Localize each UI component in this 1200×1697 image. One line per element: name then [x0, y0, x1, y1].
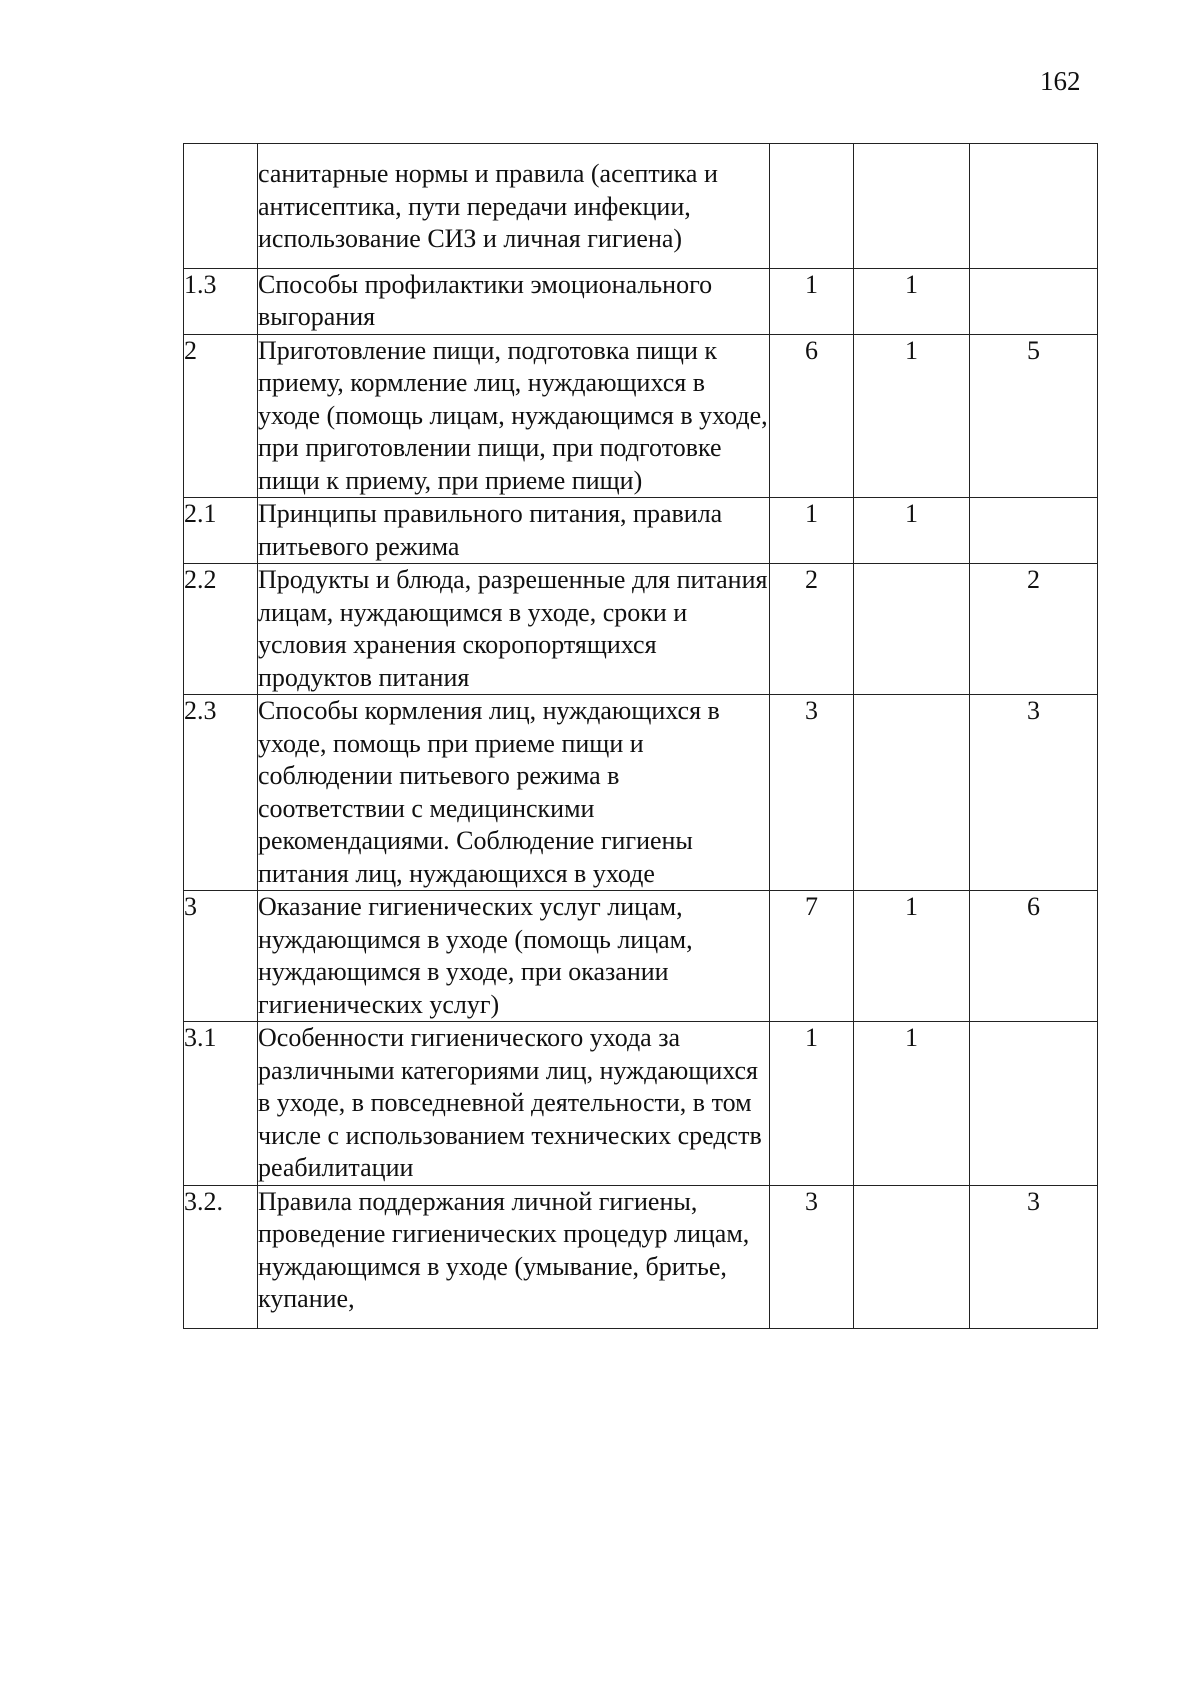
- page-number: 162: [1040, 66, 1081, 96]
- row-number: [184, 144, 258, 269]
- row-practice-hours: 3: [970, 1185, 1098, 1328]
- row-topic: Способы профилактики эмоционального выгорания: [258, 268, 770, 334]
- row-total-hours: 7: [770, 891, 854, 1022]
- row-topic: Оказание гигиенических услуг лицам, нуждающимся в уходе (помощь лицам, нуждающимся в уходе, при оказании гигиенических услуг): [258, 891, 770, 1022]
- row-number: 3.2.: [184, 1185, 258, 1328]
- row-practice-hours: [970, 144, 1098, 269]
- row-number: 2.1: [184, 498, 258, 564]
- row-topic: Способы кормления лиц, нуждающихся в уходе, помощь при приеме пищи и соблюдении питьевого режима в соответствии с медицинскими рекомендациями. Соблюдение гигиены питания лиц, нуждающихся в уходе: [258, 695, 770, 891]
- row-practice-hours: [970, 498, 1098, 564]
- row-topic: Приготовление пищи, подготовка пищи к приему, кормление лиц, нуждающихся в уходе (помощь лицам, нуждающимся в уходе, при приготовлении пищи, при подготовке пищи к приему, при приеме пищи): [258, 334, 770, 498]
- row-theory-hours: [854, 695, 970, 891]
- row-practice-hours: 3: [970, 695, 1098, 891]
- row-total-hours: 6: [770, 334, 854, 498]
- row-theory-hours: 1: [854, 891, 970, 1022]
- row-practice-hours: [970, 268, 1098, 334]
- row-topic: Правила поддержания личной гигиены, проведение гигиенических процедур лицам, нуждающимся в уходе (умывание, бритье, купание,: [258, 1185, 770, 1328]
- row-theory-hours: 1: [854, 1022, 970, 1186]
- row-practice-hours: 2: [970, 564, 1098, 695]
- curriculum-table: [183, 143, 1098, 1329]
- row-practice-hours: 6: [970, 891, 1098, 1022]
- table-row: [184, 695, 1098, 891]
- row-theory-hours: [854, 564, 970, 695]
- table-row: [184, 268, 1098, 334]
- row-practice-hours: [970, 1022, 1098, 1186]
- row-topic: Продукты и блюда, разрешенные для питания лицам, нуждающимся в уходе, сроки и условия хранения скоропортящихся продуктов питания: [258, 564, 770, 695]
- row-number: 2: [184, 334, 258, 498]
- row-number: 2.3: [184, 695, 258, 891]
- table-row: [184, 498, 1098, 564]
- row-theory-hours: 1: [854, 334, 970, 498]
- row-total-hours: 2: [770, 564, 854, 695]
- row-total-hours: 1: [770, 1022, 854, 1186]
- row-total-hours: 3: [770, 695, 854, 891]
- table-row: [184, 564, 1098, 695]
- row-theory-hours: 1: [854, 268, 970, 334]
- row-practice-hours: 5: [970, 334, 1098, 498]
- row-theory-hours: [854, 144, 970, 269]
- row-number: 2.2: [184, 564, 258, 695]
- row-topic: Принципы правильного питания, правила питьевого режима: [258, 498, 770, 564]
- table-row: [184, 334, 1098, 498]
- row-number: 3.1: [184, 1022, 258, 1186]
- row-topic: Особенности гигиенического ухода за различными категориями лиц, нуждающихся в уходе, в повседневной деятельности, в том числе с использованием технических средств реабилитации: [258, 1022, 770, 1186]
- table-row: [184, 144, 1098, 269]
- row-theory-hours: [854, 1185, 970, 1328]
- table-row: [184, 1022, 1098, 1186]
- table-row: [184, 891, 1098, 1022]
- row-topic: санитарные нормы и правила (асептика и антисептика, пути передачи инфекции, использование СИЗ и личная гигиена): [258, 144, 770, 269]
- row-number: 3: [184, 891, 258, 1022]
- row-number: 1.3: [184, 268, 258, 334]
- row-total-hours: 1: [770, 268, 854, 334]
- table-row: [184, 1185, 1098, 1328]
- row-theory-hours: 1: [854, 498, 970, 564]
- row-total-hours: [770, 144, 854, 269]
- row-total-hours: 3: [770, 1185, 854, 1328]
- row-total-hours: 1: [770, 498, 854, 564]
